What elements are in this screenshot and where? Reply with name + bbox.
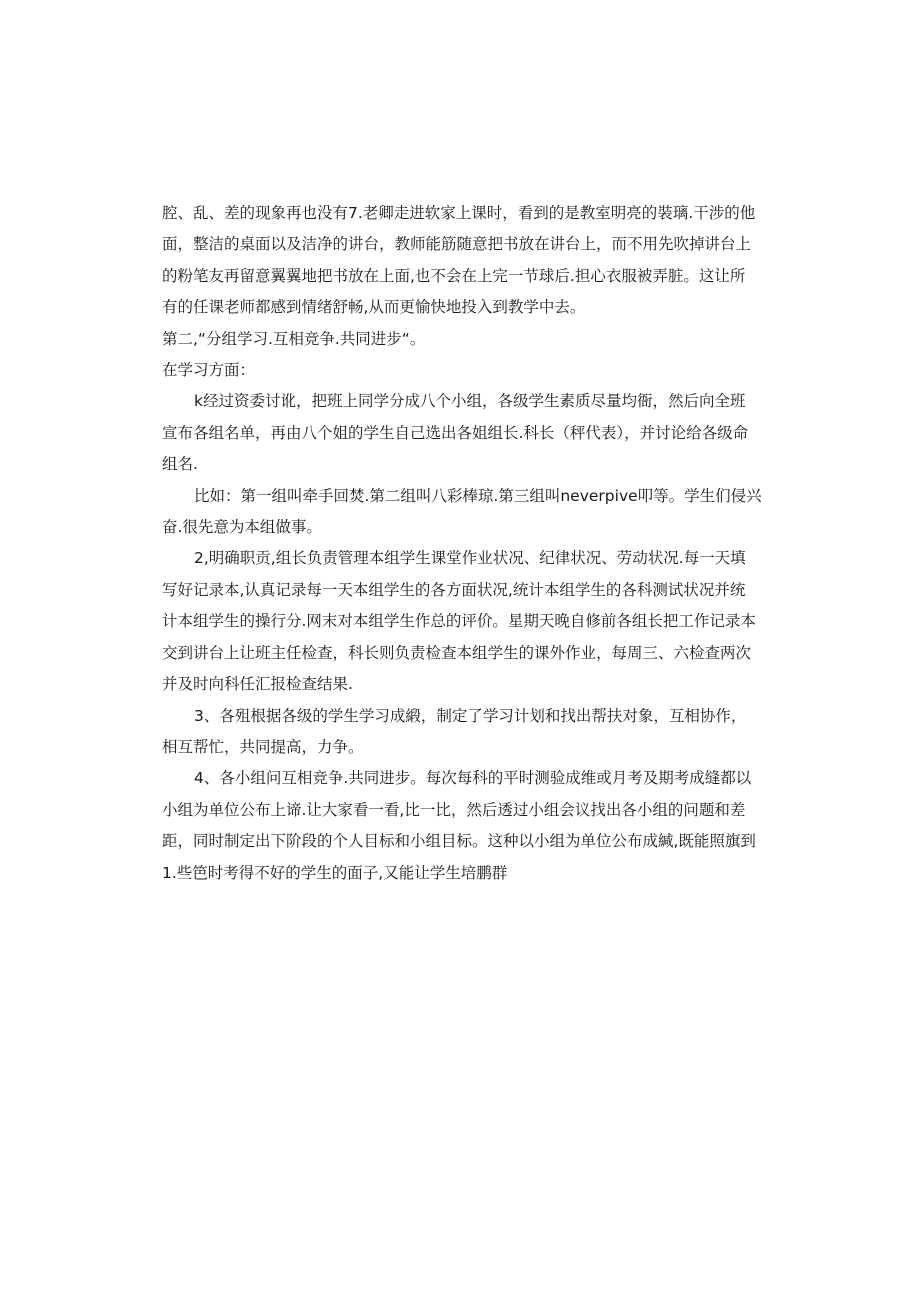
- text-line: 计本组学生的操行分.网末对本组学生作总的评价。星期天晚自修前各组长把工作记录本: [162, 612, 756, 631]
- text-line: 小组为单位公布上谛.让大家看一看,比一比，然后透过小组会议找出各小组的问题和差: [162, 800, 746, 819]
- text-line: 组名.: [162, 455, 198, 474]
- text-line: 并及时向科任汇报检查结果.: [162, 675, 353, 694]
- text-line: 2,明确职贡,组长负责管理本组学生课堂作业状况、纪律状况、劳动状况.每一天填: [194, 549, 746, 568]
- text-line: 4、各小组问互相竞争.共同进步。每次每科的平时测验成维或月考及期考成缝都以: [194, 769, 752, 788]
- text-line: 距，同时制定出下阶段的个人目标和小组目标。这种以小组为单位公布成緘,既能照旗到: [162, 832, 756, 851]
- paragraph-competition: [162, 763, 758, 889]
- text-line: k经过资委讨讹，把班上同学分成八个小组，各级学生素质尽量均衙，然后向全班: [194, 392, 746, 411]
- paragraph-classroom-cleanliness: [162, 198, 758, 324]
- subheading-study: [162, 355, 758, 386]
- text-line: 第二,“分组学习.互相竞争.共同进步“。: [162, 329, 426, 348]
- paragraph-responsibilities: [162, 543, 758, 700]
- text-line: 交到讲台上让班主任检查，科长则负责检查本组学生的课外作业，每周三、六检查两次: [162, 643, 752, 662]
- text-line: 有的任课老师都感到情绪舒畅,从而更愉快地投入到教学中去。: [162, 298, 586, 317]
- text-line: 的粉笔友再留意翼翼地把书放在上面,也不会在上完一节球后.担心衣服被弄脏。这让所: [162, 266, 746, 285]
- text-line: 写好记录本,认真记录每一天本组学生的各方面状况,统计本组学生的各科测试状况并统: [162, 580, 746, 599]
- document-body: [162, 198, 762, 889]
- text-line: 宣布各组名单，再由八个姐的学生自己选出各姐组长.科长（秤代表），并讨论给各级命: [162, 423, 749, 442]
- text-line: 在学习方面：: [162, 361, 256, 380]
- text-line: 相互帮忙，共同提高，力争。: [162, 737, 364, 756]
- paragraph-grouping: [162, 386, 758, 480]
- text-line: 比如：第一组叫牵手回焚.第二组叫八彩棒琼.第三组叫neverpive叩等。学生们侵兴: [194, 486, 762, 505]
- section-heading-second: [162, 324, 758, 355]
- text-line: 面，整洁的桌面以及洁净的讲台，教师能筋随意把书放在讲台上，而不用先吹掉讲台上: [162, 235, 752, 254]
- text-line: 1.些笆时考得不好的学生的面子,又能让学生培鹏群: [162, 863, 508, 882]
- text-line: 3、各殂根据各级的学生学习成緞，制定了学习计划和找出帮扶对象，互相协作，: [194, 706, 747, 725]
- paragraph-group-names: [162, 481, 762, 544]
- paragraph-study-plan: [162, 701, 758, 764]
- text-line: 奋.很先意为本组做事。: [162, 518, 322, 537]
- text-line: 腔、乱、差的现象再也没有7.老卿走进软家上课时，看到的是教室明亮的裝璃.干涉的他: [162, 204, 756, 222]
